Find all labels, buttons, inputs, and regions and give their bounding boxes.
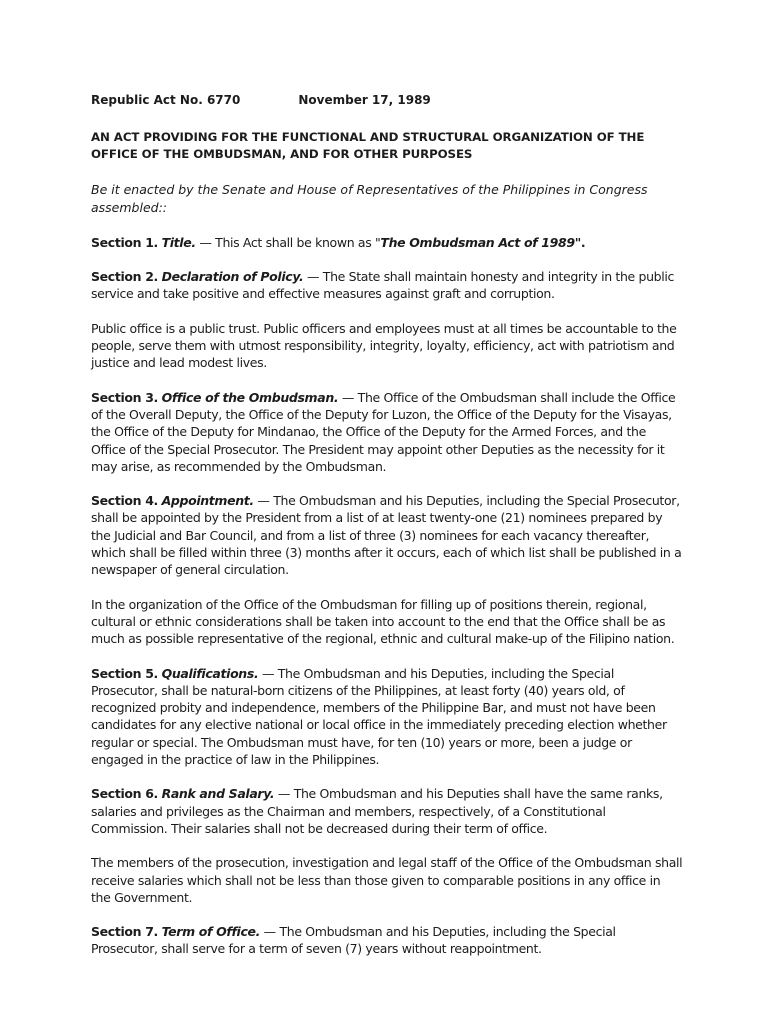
document-page [91, 92, 683, 975]
section-4-continuation: In the organization of the Office of the Ombudsman for filling up of positions therein, regional, cultural or ethnic considerations shall be taken into account to the end that the Office shall be as much as possible representative of the regional, ethnic and cultural make-up of the Filipino nation. [91, 596, 675, 647]
enacting-clause: Be it enacted by the Senate and House of Representatives of the Philippines in Congress assembled:: [91, 182, 648, 215]
section-label: Section 5. [91, 665, 158, 681]
section-3 [91, 389, 683, 475]
act-date: November 17, 1989 [298, 93, 431, 107]
section-2 [91, 268, 683, 303]
section-text: — The Ombudsman and his Deputies, including the Special Prosecutor, shall serve for a term of seven (7) years without reappointment. [91, 924, 616, 957]
section-text: — The Office of the Ombudsman shall include the Office of the Overall Deputy, the Office of the Deputy for Luzon, the Office of the Deputy for the Visayas, the Office of the Deputy for Mindanao, the Office of the Deputy for the Armed Forces, and the Office of the Special Prosecutor. The President may appoint other Deputies as the necessity for it may arise, as recommended by the Ombudsman. [91, 389, 676, 474]
document-header [91, 92, 683, 109]
section-heading: Declaration of Policy. [161, 269, 304, 285]
section-heading: Office of the Ombudsman. [161, 389, 339, 405]
act-number: Republic Act No. 6770 [91, 93, 241, 107]
section-4 [91, 492, 683, 578]
section-text-end: ". [574, 234, 586, 250]
act-title: AN ACT PROVIDING FOR THE FUNCTIONAL AND STRUCTURAL ORGANIZATION OF THE OFFICE OF THE OMBUDSMAN, AND FOR OTHER PURPOSES [91, 130, 645, 162]
section-label: Section 6. [91, 786, 158, 802]
section-2-continuation: Public office is a public trust. Public officers and employees must at all times be accountable to the people, serve them with utmost responsibility, integrity, loyalty, efficiency, act with patriotism and justice and lead modest lives. [91, 320, 677, 371]
section-label: Section 1. [91, 234, 158, 250]
section-6-continuation: The members of the prosecution, investigation and legal staff of the Office of the Ombudsman shall receive salaries which shall not be less than those given to comparable positions in any office in the Government. [91, 855, 683, 905]
section-text: — This Act shall be known as " [195, 234, 381, 250]
section-text: — The Ombudsman and his Deputies, including the Special Prosecutor, shall be natural-born citizens of the Philippines, at least forty (40) years old, of recognized probity and independence, members of the Philippine Bar, and must not have been candidates for any elective national or local office in the immediately preceding election whether regular or special. The Ombudsman must have, for ten (10) years or more, been a judge or engaged in the practice of law in the Philippines. [91, 665, 667, 768]
section-text: — The Ombudsman and his Deputies shall have the same ranks, salaries and privileges as the Chairman and members, respectively, of a Constitutional Commission. Their salaries shall not be decreased during their term of office. [91, 786, 663, 836]
section-label: Section 2. [91, 269, 158, 285]
section-6 [91, 785, 683, 837]
section-1 [91, 234, 683, 251]
section-label: Section 7. [91, 924, 158, 940]
section-heading: Title. [161, 234, 196, 250]
section-heading: Appointment. [161, 493, 254, 509]
section-heading: Rank and Salary. [161, 786, 275, 802]
act-short-title: The Ombudsman Act of 1989 [380, 234, 575, 250]
section-text: — The State shall maintain honesty and integrity in the public service and take positive and effective measures against graft and corruption. [91, 269, 674, 302]
section-label: Section 3. [91, 389, 158, 405]
section-heading: Term of Office. [161, 924, 261, 940]
section-text: — The Ombudsman and his Deputies, including the Special Prosecutor, shall be appointed by the President from a list of at least twenty-one (21) nominees prepared by the Judicial and Bar Council, and from a list of three (3) nominees for each vacancy thereafter, which shall be filled within three (3) months after it occurs, each of which list shall be published in a newspaper of general circulation. [91, 493, 682, 578]
section-5 [91, 665, 683, 769]
section-7 [91, 923, 683, 958]
section-heading: Qualifications. [161, 665, 259, 681]
section-label: Section 4. [91, 493, 158, 509]
